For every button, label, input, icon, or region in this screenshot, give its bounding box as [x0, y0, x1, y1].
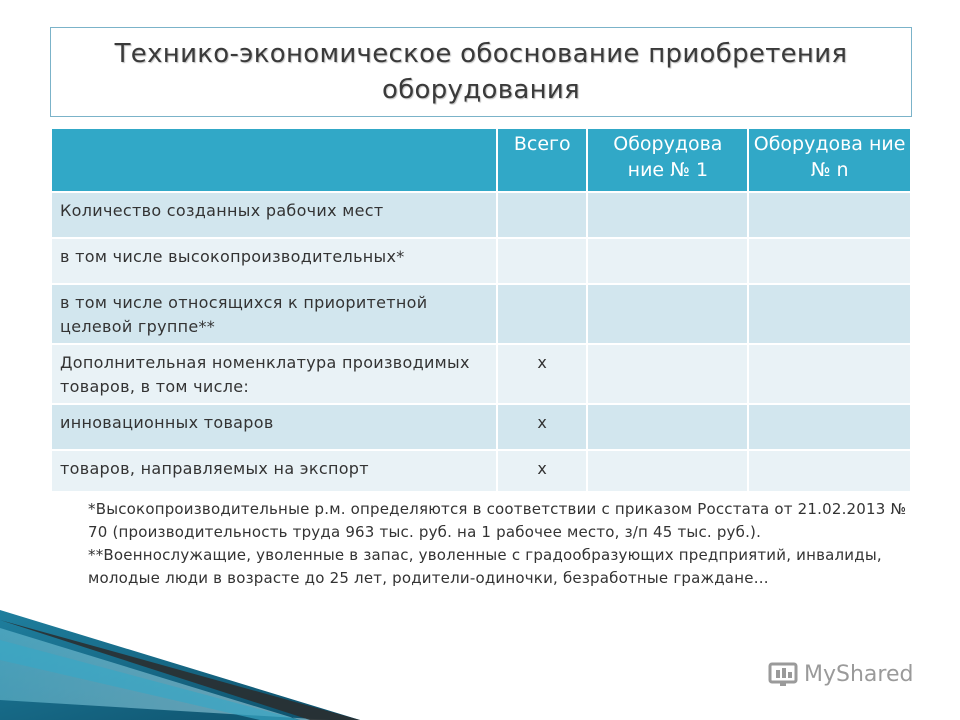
cell-equipment-1	[588, 345, 747, 403]
table-row	[52, 345, 910, 403]
cell-equipment-1	[588, 239, 747, 283]
row-label: товаров, направляемых на экспорт	[52, 451, 496, 491]
cell-equipment-1	[588, 405, 747, 449]
cell-equipment-1	[588, 193, 747, 237]
footnotes	[88, 498, 908, 590]
table-row	[52, 405, 910, 449]
table-row	[52, 239, 910, 283]
logo-icon	[768, 660, 798, 688]
cell-total: x	[498, 345, 586, 403]
footnote-2: **Военнослужащие, уволенные в запас, уволенные с градообразующих предприятий, инвалиды, молодые люди в возрасте до 25 лет, родители-одиночки, безработные граждане…	[88, 546, 882, 587]
cell-equipment-n	[749, 405, 910, 449]
cell-equipment-n	[749, 193, 910, 237]
cell-total	[498, 239, 586, 283]
row-label: в том числе относящихся к приоритетной целевой группе**	[52, 285, 496, 343]
footnote-1: *Высокопроизводительные р.м. определяются в соответствии с приказом Росстата от 21.02.2013 № 70 (производительность труда 963 тыс. руб. на 1 рабочее место, з/п 45 тыс. руб.).	[88, 500, 907, 541]
cell-total: x	[498, 451, 586, 491]
table-row	[52, 193, 910, 237]
cell-equipment-n	[749, 451, 910, 491]
table-header-row	[52, 129, 910, 191]
cell-total: x	[498, 405, 586, 449]
header-equipment-1: Оборудова ние № 1	[588, 129, 747, 191]
header-total: Всего	[498, 129, 586, 191]
cell-equipment-1	[588, 451, 747, 491]
row-label: Количество созданных рабочих мест	[52, 193, 496, 237]
equipment-table	[50, 127, 912, 493]
table-row	[52, 451, 910, 491]
row-label: инновационных товаров	[52, 405, 496, 449]
table-row	[52, 285, 910, 343]
row-label: Дополнительная номенклатура производимых товаров, в том числе:	[52, 345, 496, 403]
cell-equipment-n	[749, 345, 910, 403]
cell-total	[498, 193, 586, 237]
title-line-1: Технико-экономическое обоснование приобретения	[114, 39, 848, 69]
myshared-logo	[768, 658, 913, 690]
logo-text: MyShared	[804, 661, 914, 687]
cell-equipment-n	[749, 239, 910, 283]
header-equipment-n: Оборудова ние № n	[749, 129, 910, 191]
cell-total	[498, 285, 586, 343]
page-title	[51, 36, 911, 108]
title-box	[50, 27, 912, 117]
cell-equipment-1	[588, 285, 747, 343]
header-empty	[52, 129, 496, 191]
title-line-2: оборудования	[381, 75, 581, 105]
row-label: в том числе высокопроизводительных*	[52, 239, 496, 283]
cell-equipment-n	[749, 285, 910, 343]
